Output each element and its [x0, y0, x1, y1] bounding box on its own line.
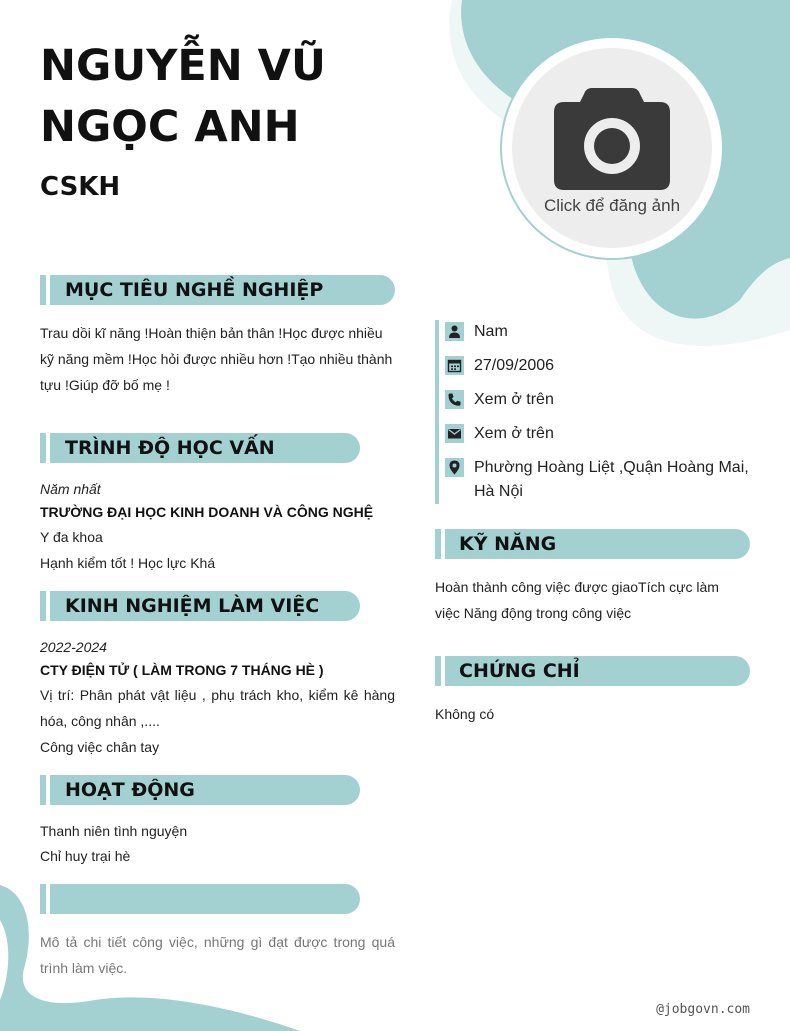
contact-divider [435, 320, 439, 504]
activities-heading [40, 775, 360, 805]
candidate-name: NGUYỄN VŨ NGỌC ANH [40, 41, 326, 152]
upload-photo-label: Click để đăng ảnh [543, 196, 681, 215]
skills-text: Hoàn thành công việc được giaoTích cực làm việc Năng động trong công việc [435, 579, 719, 621]
email-value: Xem ở trên [474, 425, 554, 442]
person-icon [445, 322, 464, 341]
objective-heading [40, 275, 395, 305]
camera-icon [552, 86, 672, 192]
email-icon [445, 424, 464, 443]
education-major: Y đa khoa [40, 529, 103, 545]
calendar-icon [445, 356, 464, 375]
skills-title: KỸ NĂNG [459, 533, 557, 555]
objective-title: MỤC TIÊU NGHỀ NGHIỆP [65, 279, 324, 301]
watermark-credit: @jobgovn.com [656, 1002, 750, 1017]
skills-heading [435, 529, 750, 559]
experience-title: KINH NGHIỆM LÀM VIỆC [65, 595, 320, 617]
certificates-title: CHỨNG CHỈ [459, 660, 580, 682]
experience-heading [40, 591, 360, 621]
activity-item: Thanh niên tình nguyện [40, 823, 188, 839]
experience-description: Vị trí: Phân phát vật liệu , phụ trách kho, kiểm kê hàng hóa, công nhân ,.... [40, 687, 395, 729]
activities-title: HOẠT ĐỘNG [65, 779, 195, 801]
extra-heading [40, 884, 360, 914]
job-title: CSKH [40, 172, 121, 202]
education-period: Năm nhất [40, 481, 101, 497]
phone-icon [445, 390, 464, 409]
objective-text: Trau dồi kĩ năng !Hoàn thiện bản thân !Học được nhiều kỹ năng mềm !Học hỏi được nhiều hơn !Tạo nhiều thành tựu !Giúp đỡ bố mẹ ! [40, 325, 393, 393]
experience-company: CTY ĐIỆN TỬ ( LÀM TRONG 7 THÁNG HÈ ) [40, 662, 324, 678]
certificates-text: Không có [435, 706, 495, 722]
experience-note: Công việc chân tay [40, 739, 160, 755]
education-title: TRÌNH ĐỘ HỌC VẤN [65, 437, 275, 459]
extra-placeholder: Mô tả chi tiết công việc, những gì đạt được trong quá trình làm việc. [40, 934, 395, 976]
experience-period: 2022-2024 [40, 639, 107, 655]
phone-value: Xem ở trên [474, 391, 554, 408]
activity-item: Chỉ huy trại hè [40, 848, 131, 864]
location-pin-icon [445, 458, 464, 477]
certificates-heading [435, 656, 750, 686]
education-heading [40, 433, 360, 463]
education-note: Hạnh kiểm tốt ! Học lực Khá [40, 555, 216, 571]
avatar-upload[interactable] [502, 38, 722, 258]
avatar-placeholder[interactable] [512, 48, 712, 248]
address-value: Phường Hoàng Liệt ,Quận Hoàng Mai, Hà Nội [474, 459, 749, 500]
education-school: TRƯỜNG ĐẠI HỌC KINH DOANH VÀ CÔNG NGHỆ [40, 504, 374, 520]
gender-value: Nam [474, 323, 508, 340]
dob-value: 27/09/2006 [474, 357, 555, 374]
